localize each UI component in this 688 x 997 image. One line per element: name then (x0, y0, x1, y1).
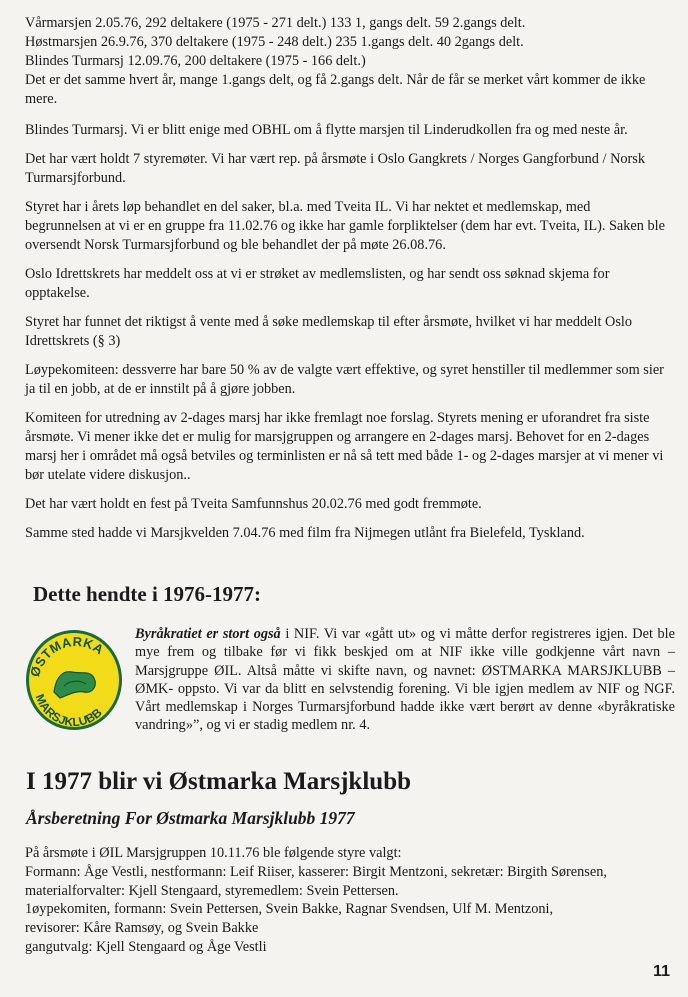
paragraph-tveita: Styret har i årets løp behandlet en del saker, bl.a. med Tveita IL. Vi har nektet et medlemskap, med begrunnelsen at vi er en gruppe fra 11.02.76 og ikke har gamle forpliktelser (dem har evt. Tveita, IL). Saken ble oversendt Norsk Turmarsjforbund og ble behandlet der på møte 26.08.76. (25, 199, 665, 253)
section-heading: Dette hendte i 1976-1977: (33, 582, 262, 606)
intro-paragraph (135, 625, 675, 735)
intro-text: i NIF. Vi var «gått ut» og vi måtte derfor registreres igjen. Det ble mye frem og tilbake før vi fikk beskjed om at NIF ikke ville godkjenne vårt navn – Marsjgruppe ØIL. Altså måtte vi skifte navn, og navnet: ØSTMARKA MARSJKLUBB –ØMK- oppsto. Vi var da blitt en selvstendig forening. Vi ble igjen medlem av NIF og NGF. Vårt medlemskap i Norges Turmarsjforbund hadde ikke vært berørt av denne «byråkratiske vandring»”, og vi er stadig medlem nr. 4. (135, 626, 676, 734)
report-text-block (25, 14, 667, 550)
paragraph-sports-council: Oslo Idrettskrets har meddelt oss at vi er strøket av medlemslisten, og har sendt oss søknad skjema for opptakelse. (25, 266, 610, 301)
intro-lead: Byråkratiet er stort også (135, 626, 281, 642)
paragraph-two-day-march: Komiteen for utredning av 2-dages marsj har ikke fremlagt noe forslag. Styrets mening er uforandret fra siste årsmøte. Vi mener ikke det er mulig for marsjgruppen og arrangere en 2-dages marsj. Behovet for en 2-dages marsj her i området må også betviles og terminlisten er nå så tett med både 1- og 2-dages marsjer at vi mener vi bør utelate videre diskusjon.. (25, 410, 664, 483)
main-heading: I 1977 blir vi Østmarka Marsjklubb (26, 768, 411, 795)
club-logo-icon (20, 620, 128, 736)
paragraph-membership: Styret har funnet det riktigst å vente med å søke medlemskap til efter årsmøte, hvilket vi har meddelt Oslo Idrettskrets (§ 3) (25, 314, 633, 349)
roster-line: revisorer: Kåre Ramsøy, og Svein Bakke (25, 920, 259, 937)
logo-text-bottom: MARSJKLUBB (32, 692, 105, 730)
paragraph-trail-committee: Løypekomiteen: dessverre har bare 50 % av de valgte vært effektive, og syret henstiller til medlemmer som sier ja til en jobb, at de er innstilt på å gjøre jobben. (25, 362, 664, 397)
board-roster (25, 844, 670, 957)
stat-comment: Det er det samme hvert år, mange 1.gangs delt, og få 2.gangs delt. Når de får se merket vårt kommer de ikke mere. (25, 72, 646, 107)
roster-line: 1øypekomiten, formann: Svein Pettersen, Svein Bakke, Ragnar Svendsen, Ulf M. Mentzoni, (25, 901, 554, 918)
sub-heading: Årsberetning For Østmarka Marsjklubb 1977 (26, 808, 355, 828)
paragraph-march-evening: Samme sted hadde vi Marsjkvelden 7.04.76 med film fra Nijmegen utlånt fra Bielefeld, Tyskland. (25, 525, 585, 541)
paragraph-blind-march: Blindes Turmarsj. Vi er blitt enige med OBHL om å flytte marsjen til Linderudkollen fra og med neste år. (25, 122, 628, 138)
roster-line: materialforvalter: Kjell Stengaard, styremedlem: Svein Pettersen. (25, 882, 399, 899)
stat-line-3: Blindes Turmarsj 12.09.76, 200 deltakere (1975 - 166 delt.) (25, 53, 366, 69)
roster-line: Formann: Åge Vestli, nestformann: Leif Riiser, kasserer: Birgit Mentzoni, sekretær: Birgith Sørensen, (25, 863, 607, 880)
stat-line-2: Høstmarsjen 26.9.76, 370 deltakere (1975 - 248 delt.) 235 1.gangs delt. 40 2gangs delt. (25, 34, 524, 50)
paragraph-party: Det har vært holdt en fest på Tveita Samfunnshus 20.02.76 med godt fremmøte. (25, 496, 482, 512)
logo-text-top: ØSTMARKA (26, 633, 107, 679)
roster-line: gangutvalg: Kjell Stengaard og Åge Vestli (25, 938, 267, 955)
paragraph-board-meetings: Det har vært holdt 7 styremøter. Vi har vært rep. på årsmøte i Oslo Gangkrets / Norges Gangforbund / Norsk Turmarsjforbund. (25, 151, 646, 186)
stat-line-1: Vårmarsjen 2.05.76, 292 deltakere (1975 - 271 delt.) 133 1, gangs delt. 59 2.gangs delt. (25, 15, 526, 31)
roster-line: På årsmøte i ØIL Marsjgruppen 10.11.76 ble følgende styre valgt: (25, 845, 402, 861)
page-number: 11 (653, 963, 670, 980)
